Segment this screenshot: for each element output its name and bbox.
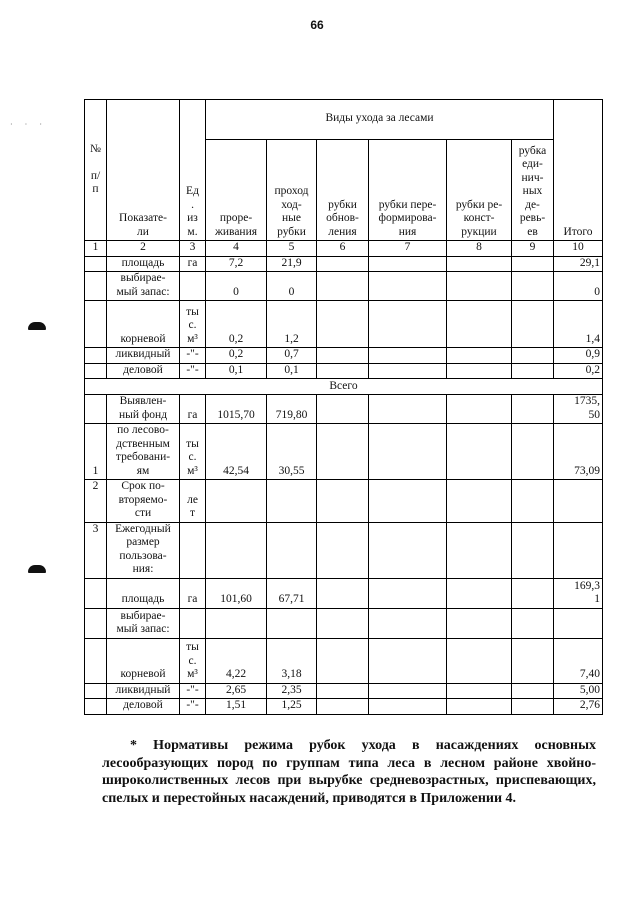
row-value: 0,1 <box>267 363 317 379</box>
row-indicator: деловой <box>107 363 180 379</box>
row-value: 719,80 <box>267 395 317 424</box>
header-type: проход ход- ные рубки <box>267 140 317 241</box>
row-value <box>369 301 447 348</box>
row-value: 21,9 <box>267 256 317 272</box>
row-indicator: корневой <box>107 638 180 683</box>
row-value <box>512 395 554 424</box>
header-type: проре- живания <box>206 140 267 241</box>
row-indicator: ликвидный <box>107 348 180 364</box>
column-index-cell: 3 <box>180 241 206 257</box>
row-value <box>447 348 512 364</box>
table-row <box>85 424 603 480</box>
row-value <box>369 424 447 480</box>
row-value <box>369 638 447 683</box>
row-value: 1,2 <box>267 301 317 348</box>
row-value <box>447 256 512 272</box>
row-unit: га <box>180 395 206 424</box>
row-value <box>447 699 512 715</box>
table-row <box>85 256 603 272</box>
row-value: 0,1 <box>206 363 267 379</box>
header-num: № п/ п <box>85 100 107 241</box>
row-total: 73,09 <box>554 424 603 480</box>
row-value: 1015,70 <box>206 395 267 424</box>
row-value: 1,25 <box>267 699 317 715</box>
row-value <box>512 578 554 608</box>
table-row <box>85 638 603 683</box>
row-number <box>85 348 107 364</box>
row-value <box>447 522 512 578</box>
table-row <box>85 395 603 424</box>
row-value <box>206 522 267 578</box>
row-value <box>512 608 554 638</box>
forest-care-table <box>84 99 603 715</box>
column-index-cell: 8 <box>447 241 512 257</box>
column-index-cell: 4 <box>206 241 267 257</box>
table-row <box>85 348 603 364</box>
row-value: 0 <box>206 272 267 301</box>
row-number <box>85 256 107 272</box>
row-value <box>512 363 554 379</box>
row-value: 2,65 <box>206 683 267 699</box>
row-unit: га <box>180 256 206 272</box>
scan-mark <box>28 322 46 330</box>
row-value <box>317 699 369 715</box>
row-value <box>317 480 369 523</box>
column-index-cell: 5 <box>267 241 317 257</box>
row-value: 0,7 <box>267 348 317 364</box>
row-number <box>85 301 107 348</box>
row-total <box>554 480 603 523</box>
row-total: 2,76 <box>554 699 603 715</box>
row-value: 1,51 <box>206 699 267 715</box>
row-total: 169,3 1 <box>554 578 603 608</box>
row-value <box>512 348 554 364</box>
row-total: 0 <box>554 272 603 301</box>
row-value <box>317 301 369 348</box>
row-value <box>317 683 369 699</box>
row-value <box>369 395 447 424</box>
row-total <box>554 522 603 578</box>
row-value: 0 <box>267 272 317 301</box>
row-value <box>267 522 317 578</box>
row-value <box>206 608 267 638</box>
row-total: 0,2 <box>554 363 603 379</box>
row-indicator: ликвидный <box>107 683 180 699</box>
row-total: 7,40 <box>554 638 603 683</box>
row-value: 7,2 <box>206 256 267 272</box>
row-unit: ле т <box>180 480 206 523</box>
column-index-cell: 10 <box>554 241 603 257</box>
section-label: Всего <box>85 379 603 395</box>
table-row <box>85 522 603 578</box>
row-indicator: выбирае- мый запас: <box>107 272 180 301</box>
column-index-cell: 6 <box>317 241 369 257</box>
table-row <box>85 683 603 699</box>
row-number <box>85 395 107 424</box>
row-unit: ты с. м³ <box>180 638 206 683</box>
row-value <box>369 272 447 301</box>
row-value <box>317 363 369 379</box>
row-value: 67,71 <box>267 578 317 608</box>
column-index-row <box>85 241 603 257</box>
row-value <box>512 480 554 523</box>
row-value <box>206 480 267 523</box>
row-number <box>85 638 107 683</box>
row-value <box>447 272 512 301</box>
row-value <box>447 363 512 379</box>
row-total <box>554 608 603 638</box>
row-value <box>512 256 554 272</box>
row-value: 0,2 <box>206 348 267 364</box>
row-value <box>512 699 554 715</box>
row-total: 5,00 <box>554 683 603 699</box>
row-value <box>317 256 369 272</box>
row-value <box>369 480 447 523</box>
row-number <box>85 578 107 608</box>
row-indicator: по лесово- дственным требовани- ям <box>107 424 180 480</box>
row-value <box>447 638 512 683</box>
row-value <box>512 638 554 683</box>
row-value <box>447 301 512 348</box>
column-index-cell: 1 <box>85 241 107 257</box>
row-value <box>512 272 554 301</box>
table-row <box>85 480 603 523</box>
row-value <box>512 424 554 480</box>
footnote: * Нормативы режима рубок ухода в насаждениях основных лесообразующих пород по группам типа леса в лесном районе хвойно-широколиственных лесов при вырубке средневозрастных, приспевающих, спелых и перестойных насаждений, приводятся в Приложении 4. <box>102 738 596 806</box>
row-number: 1 <box>85 424 107 480</box>
row-value <box>447 480 512 523</box>
row-value <box>447 608 512 638</box>
row-value <box>369 348 447 364</box>
row-number <box>85 608 107 638</box>
row-value <box>447 683 512 699</box>
row-unit: -"- <box>180 363 206 379</box>
row-value <box>369 363 447 379</box>
row-value <box>447 424 512 480</box>
row-value <box>369 578 447 608</box>
column-index-cell: 9 <box>512 241 554 257</box>
row-value <box>317 608 369 638</box>
row-number: 3 <box>85 522 107 578</box>
row-number <box>85 363 107 379</box>
row-value <box>317 348 369 364</box>
header-total: Итого <box>554 100 603 241</box>
row-total: 29,1 <box>554 256 603 272</box>
row-value: 3,18 <box>267 638 317 683</box>
row-number <box>85 699 107 715</box>
header-type: рубки пере- формирова- ния <box>369 140 447 241</box>
scan-mark <box>28 565 46 573</box>
column-index-cell: 7 <box>369 241 447 257</box>
row-value <box>512 301 554 348</box>
row-number: 2 <box>85 480 107 523</box>
row-unit <box>180 272 206 301</box>
row-value <box>317 272 369 301</box>
row-indicator: деловой <box>107 699 180 715</box>
row-value <box>369 256 447 272</box>
table-row <box>85 608 603 638</box>
row-indicator: Срок по- вторяемо- сти <box>107 480 180 523</box>
table-row <box>85 272 603 301</box>
header-type: рубки обнов- ления <box>317 140 369 241</box>
row-value <box>369 699 447 715</box>
header-group-title: Виды ухода за лесами <box>206 100 554 140</box>
row-value <box>317 424 369 480</box>
row-value: 30,55 <box>267 424 317 480</box>
header-type: рубки ре- конст- рукции <box>447 140 512 241</box>
row-value: 2,35 <box>267 683 317 699</box>
table-row <box>85 363 603 379</box>
table-row <box>85 301 603 348</box>
column-index-cell: 2 <box>107 241 180 257</box>
row-value <box>447 395 512 424</box>
row-indicator: корневой <box>107 301 180 348</box>
row-value <box>512 683 554 699</box>
row-unit: -"- <box>180 683 206 699</box>
row-unit <box>180 522 206 578</box>
row-number <box>85 683 107 699</box>
table-row <box>85 578 603 608</box>
row-value: 101,60 <box>206 578 267 608</box>
row-value: 0,2 <box>206 301 267 348</box>
row-unit <box>180 608 206 638</box>
scan-artifact: · · · <box>10 120 47 129</box>
row-value: 4,22 <box>206 638 267 683</box>
row-indicator: площадь <box>107 578 180 608</box>
row-total: 1,4 <box>554 301 603 348</box>
row-unit: ты с. м³ <box>180 424 206 480</box>
row-indicator: Ежегодный размер пользова- ния: <box>107 522 180 578</box>
row-value <box>369 683 447 699</box>
row-value: 42,54 <box>206 424 267 480</box>
row-unit: -"- <box>180 348 206 364</box>
row-value <box>512 522 554 578</box>
row-value <box>447 578 512 608</box>
row-value <box>267 608 317 638</box>
row-total: 1735, 50 <box>554 395 603 424</box>
page-number: 66 <box>310 18 324 32</box>
table-row <box>85 699 603 715</box>
row-total: 0,9 <box>554 348 603 364</box>
row-unit: га <box>180 578 206 608</box>
row-unit: -"- <box>180 699 206 715</box>
header-unit: Ед . из м. <box>180 100 206 241</box>
header-row-1 <box>85 100 603 140</box>
row-unit: ты с. м³ <box>180 301 206 348</box>
row-number <box>85 272 107 301</box>
row-indicator: Выявлен- ный фонд <box>107 395 180 424</box>
row-value <box>267 480 317 523</box>
section-row <box>85 379 603 395</box>
row-value <box>369 522 447 578</box>
header-indicator: Показате- ли <box>107 100 180 241</box>
row-indicator: площадь <box>107 256 180 272</box>
row-value <box>317 578 369 608</box>
row-value <box>369 608 447 638</box>
header-type: рубка еди- нич- ных де- ревь- ев <box>512 140 554 241</box>
row-indicator: выбирае- мый запас: <box>107 608 180 638</box>
row-value <box>317 638 369 683</box>
row-value <box>317 522 369 578</box>
row-value <box>317 395 369 424</box>
